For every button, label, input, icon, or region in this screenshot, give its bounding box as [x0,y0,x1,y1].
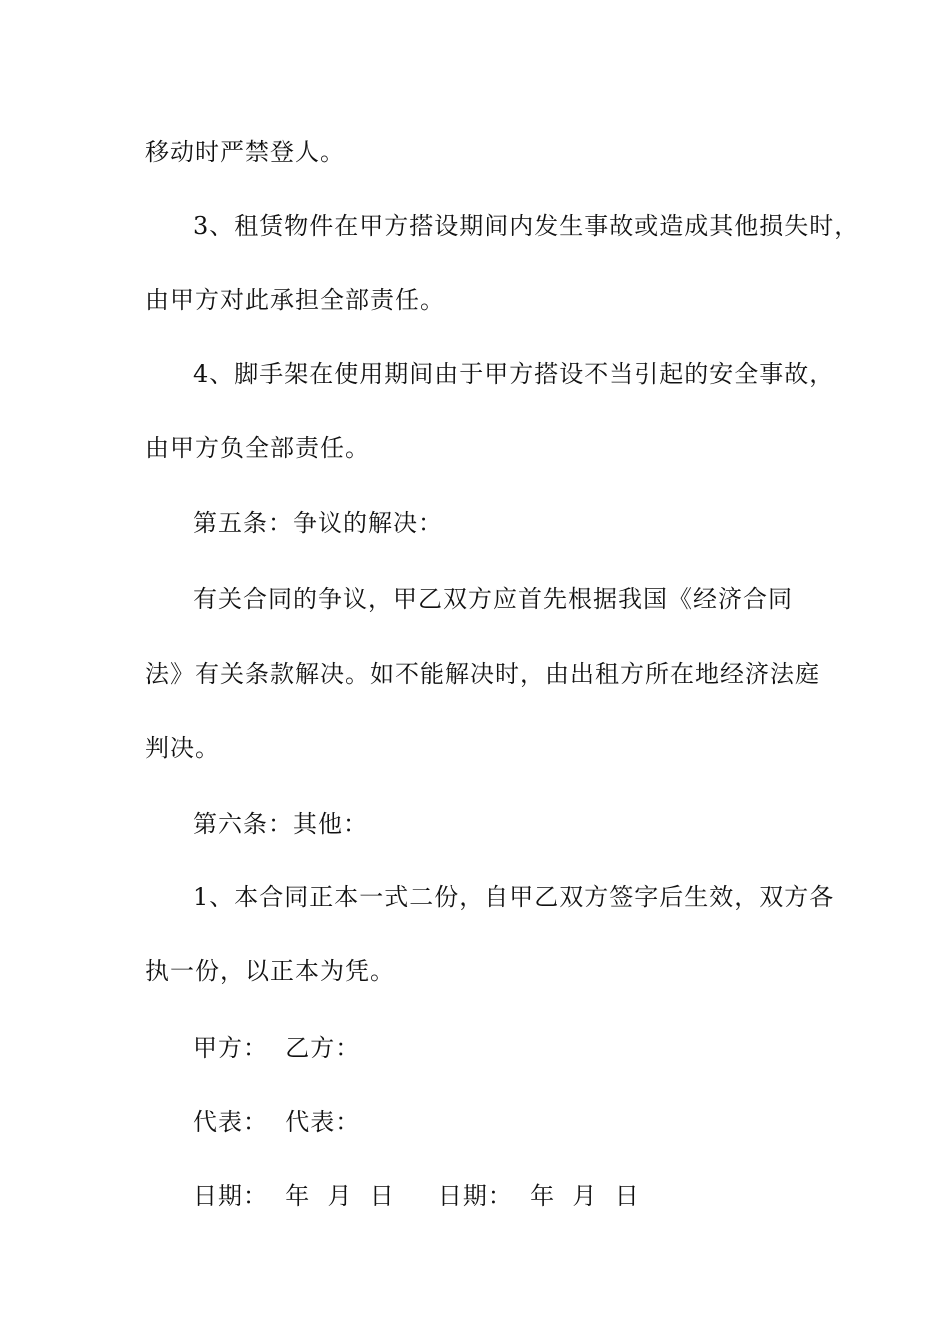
article-5-paragraph: 有关合同的争议，甲乙双方应首先根据我国《经济合同 [193,585,793,613]
clause-item-3-continuation: 由甲方对此承担全部责任。 [145,286,445,314]
signature-dates: 日期： 年 月 日 日期： 年 月 日 [193,1182,640,1210]
article-5-heading: 第五条：争议的解决： [193,509,443,537]
article-5-paragraph-line-2: 法》有关条款解决。如不能解决时，由出租方所在地经济法庭 [145,660,820,688]
signature-parties: 甲方： 乙方： [193,1034,361,1062]
signature-representatives: 代表： 代表： [193,1108,361,1136]
article-6-item-1-continuation: 执一份，以正本为凭。 [145,957,395,985]
clause-item-4-continuation: 由甲方负全部责任。 [145,434,370,462]
clause-item-3: 3、租赁物件在甲方搭设期间内发生事故或造成其他损失时， [193,212,860,240]
article-6-heading: 第六条：其他： [193,810,368,838]
text-line-continuation: 移动时严禁登人。 [145,138,345,166]
clause-item-4: 4、脚手架在使用期间由于甲方搭设不当引起的安全事故， [193,360,835,388]
article-6-item-1: 1、本合同正本一式二份，自甲乙双方签字后生效，双方各 [193,883,835,911]
article-5-paragraph-line-3: 判决。 [145,734,220,762]
